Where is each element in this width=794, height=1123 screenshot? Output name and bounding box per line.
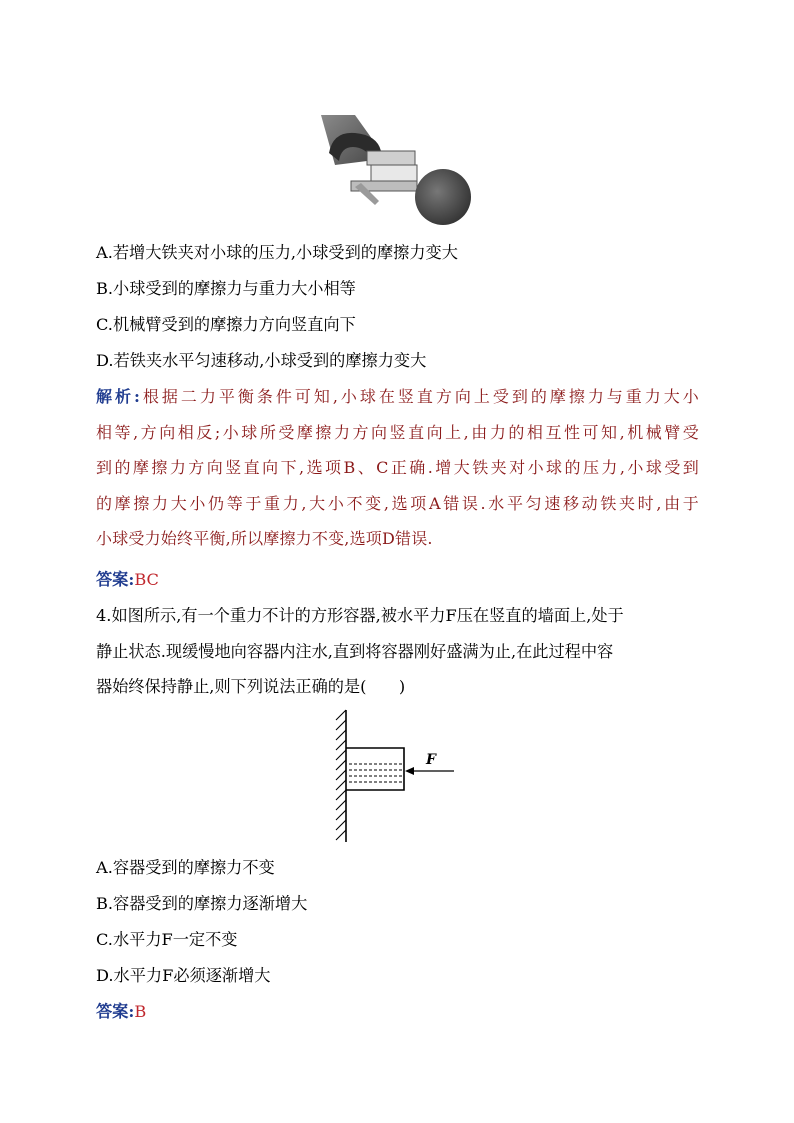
explanation-line-4: 的摩擦力大小仍等于重力,大小不变,选项A错误.水平匀速移动铁夹时,由于 <box>96 493 699 513</box>
container-wall-figure <box>330 708 460 846</box>
q3-explanation <box>96 379 699 557</box>
robot-arm-ball-figure <box>315 113 475 225</box>
explanation-line-2: 相等,方向相反;小球所受摩擦力方向竖直向上,由力的相互性可知,机械臂受 <box>96 422 699 442</box>
explanation-line-3: 到的摩擦力方向竖直向下,选项B、C正确.增大铁夹对小球的压力,小球受到 <box>96 458 699 478</box>
q3-option-d: D.若铁夹水平匀速移动,小球受到的摩擦力变大 <box>96 351 427 370</box>
q4-option-a: A.容器受到的摩擦力不变 <box>96 858 275 877</box>
q3-answer-value: BC <box>134 570 159 589</box>
q4-option-d: D.水平力F必须逐渐增大 <box>96 966 271 985</box>
q3-option-a: A.若增大铁夹对小球的压力,小球受到的摩擦力变大 <box>96 243 458 262</box>
q4-answer-value: B <box>134 1002 147 1021</box>
q4-stem-line-3: 器始终保持静止,则下列说法正确的是( ) <box>96 677 406 697</box>
q4-answer <box>96 1001 146 1023</box>
q3-answer-label: 答案: <box>96 570 135 589</box>
water-dashes <box>349 764 402 782</box>
explanation-line-1: 根据二力平衡条件可知,小球在竖直方向上受到的摩擦力与重力大小 <box>140 387 699 406</box>
explanation-label: 解析: <box>96 387 141 406</box>
q3-option-c: C.机械臂受到的摩擦力方向竖直向下 <box>96 315 356 334</box>
q4-stem-line-2: 静止状态.现缓慢地向容器内注水,直到将容器刚好盛满为止,在此过程中容 <box>96 641 614 661</box>
explanation-line-5: 小球受力始终平衡,所以摩擦力不变,选项D错误. <box>96 529 433 549</box>
force-arrow-head <box>405 767 414 775</box>
q3-option-b: B.小球受到的摩擦力与重力大小相等 <box>96 279 356 298</box>
q3-answer <box>96 569 159 591</box>
force-label: F <box>426 752 436 768</box>
q4-answer-label: 答案: <box>96 1002 135 1021</box>
q4-stem-line-1: 4.如图所示,有一个重力不计的方形容器,被水平力F压在竖直的墙面上,处于 <box>96 606 624 625</box>
container <box>346 748 404 790</box>
q4-stem <box>96 598 624 705</box>
q4-option-c: C.水平力F一定不变 <box>96 930 238 949</box>
wall-hatching <box>336 710 346 840</box>
q4-option-b: B.容器受到的摩擦力逐渐增大 <box>96 894 308 913</box>
